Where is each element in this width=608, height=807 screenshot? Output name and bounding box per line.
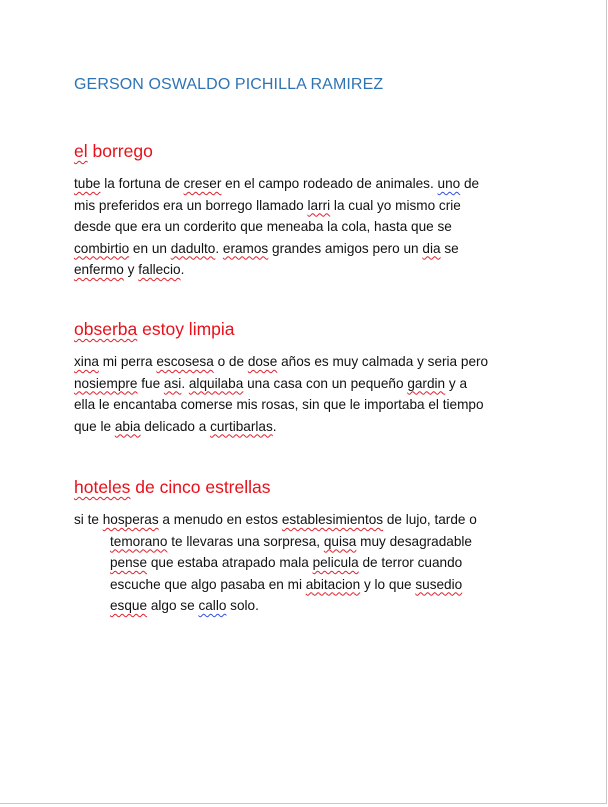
misspelled-word[interactable]: pense [110, 555, 148, 570]
section-heading-3-misspelled[interactable]: hoteles [74, 477, 131, 497]
misspelled-word[interactable]: combirtio [74, 240, 130, 256]
text-run: . [181, 375, 189, 391]
paragraph-line [74, 351, 534, 373]
misspelled-word[interactable]: dose [247, 354, 278, 369]
misspelled-word[interactable]: hosperas [102, 512, 159, 527]
text-run: una casa con un pequeño [243, 375, 408, 391]
text-run: mi perra [98, 354, 157, 369]
misspelled-word[interactable]: temorano [110, 533, 168, 549]
text-run: solo. [226, 598, 259, 613]
misspelled-word[interactable]: establesimientos [281, 512, 384, 527]
text-run: muy desagradable [356, 533, 472, 549]
misspelled-word[interactable]: gardin [407, 375, 446, 391]
text-run: de lujo, tarde o [383, 512, 477, 527]
section-paragraph-3[interactable] [74, 509, 534, 617]
misspelled-word[interactable]: eramos [222, 240, 269, 256]
paragraph-line [74, 531, 534, 553]
paragraph-line [74, 259, 534, 281]
text-run: y lo que [360, 576, 416, 592]
paragraph-line [74, 173, 534, 195]
grammar-flagged-word[interactable]: callo [198, 598, 227, 613]
section-heading-1-text: borrego [87, 141, 153, 161]
text-run: te llevaras una sorpresa, [167, 533, 324, 549]
text-run: años es muy calmada y seria pero [277, 354, 489, 369]
text-run: si te [74, 512, 103, 527]
text-run: y [123, 262, 139, 277]
misspelled-word[interactable]: fallecio [138, 262, 181, 277]
misspelled-word[interactable]: quisa [323, 533, 357, 549]
text-run: grandes amigos pero un [268, 240, 423, 256]
paragraph-line [74, 238, 534, 260]
text-run: mis preferidos era un borrego llamado [74, 197, 308, 213]
text-run: . [272, 418, 277, 434]
misspelled-word[interactable]: abitacion [305, 576, 361, 592]
paragraph-line [74, 552, 534, 574]
misspelled-word[interactable]: nosiempre [74, 375, 138, 391]
paragraph-line [74, 373, 534, 395]
text-run: algo se [147, 598, 199, 613]
text-run: o de [213, 354, 248, 369]
misspelled-word[interactable]: abia [114, 418, 141, 434]
paragraph-line [74, 416, 534, 438]
paragraph-line [74, 394, 534, 416]
paragraph-line [74, 574, 534, 596]
text-run: de [460, 176, 480, 191]
misspelled-word[interactable]: creser [183, 176, 222, 191]
section-heading-2-text: estoy limpia [137, 319, 235, 339]
text-run: se [440, 240, 459, 256]
misspelled-word[interactable]: xina [74, 354, 99, 369]
text-run: de terror cuando [358, 555, 463, 570]
grammar-flagged-word[interactable]: uno [437, 176, 461, 191]
text-run: que le [74, 418, 115, 434]
text-run: fue [137, 375, 164, 391]
misspelled-word[interactable]: larri [307, 197, 331, 213]
misspelled-word[interactable]: esque [110, 598, 148, 613]
text-run: en un [129, 240, 171, 256]
text-run: y a [445, 375, 468, 391]
section-heading-3 [74, 477, 271, 498]
text-run: desde que era un corderito que meneaba la cola, hasta que se [74, 219, 452, 234]
text-run: delicado a [140, 418, 211, 434]
text-run: a menudo en estos [158, 512, 282, 527]
section-heading-2 [74, 319, 235, 340]
paragraph-line [74, 216, 534, 238]
author-name: GERSON OSWALDO PICHILLA RAMIREZ [74, 76, 384, 93]
text-run: . [180, 262, 185, 277]
section-paragraph-1[interactable] [74, 173, 534, 281]
misspelled-word[interactable]: escosesa [156, 354, 214, 369]
misspelled-word[interactable]: dadulto [170, 240, 216, 256]
misspelled-word[interactable]: tube [74, 176, 101, 191]
misspelled-word[interactable]: alquilaba [188, 375, 244, 391]
misspelled-word[interactable]: susedio [415, 576, 463, 592]
misspelled-word[interactable]: dia [422, 240, 441, 256]
text-run: en el campo rodeado de animales. [221, 176, 438, 191]
section-heading-2-misspelled[interactable]: obserba [74, 319, 138, 339]
paragraph-line [74, 509, 534, 531]
misspelled-word[interactable]: curtibarlas [210, 418, 273, 434]
section-heading-1 [74, 141, 153, 162]
paragraph-line [74, 195, 534, 217]
misspelled-word[interactable]: enfermo [74, 262, 124, 277]
section-paragraph-2[interactable] [74, 351, 534, 437]
text-run: que estaba atrapado mala [147, 555, 313, 570]
text-run: la fortuna de [100, 176, 184, 191]
misspelled-word[interactable]: asi [163, 375, 182, 391]
section-heading-1-misspelled[interactable]: el [74, 141, 88, 161]
text-run: la cual yo mismo crie [330, 197, 461, 213]
text-run: ella le encantaba comerse mis rosas, sin que le importaba el tiempo [74, 397, 484, 412]
section-heading-3-text: de cinco estrellas [130, 477, 271, 497]
text-run: . [215, 240, 223, 256]
text-run: escuche que algo pasaba en mi [110, 576, 306, 592]
paragraph-line [74, 595, 534, 617]
misspelled-word[interactable]: pelicula [312, 555, 359, 570]
